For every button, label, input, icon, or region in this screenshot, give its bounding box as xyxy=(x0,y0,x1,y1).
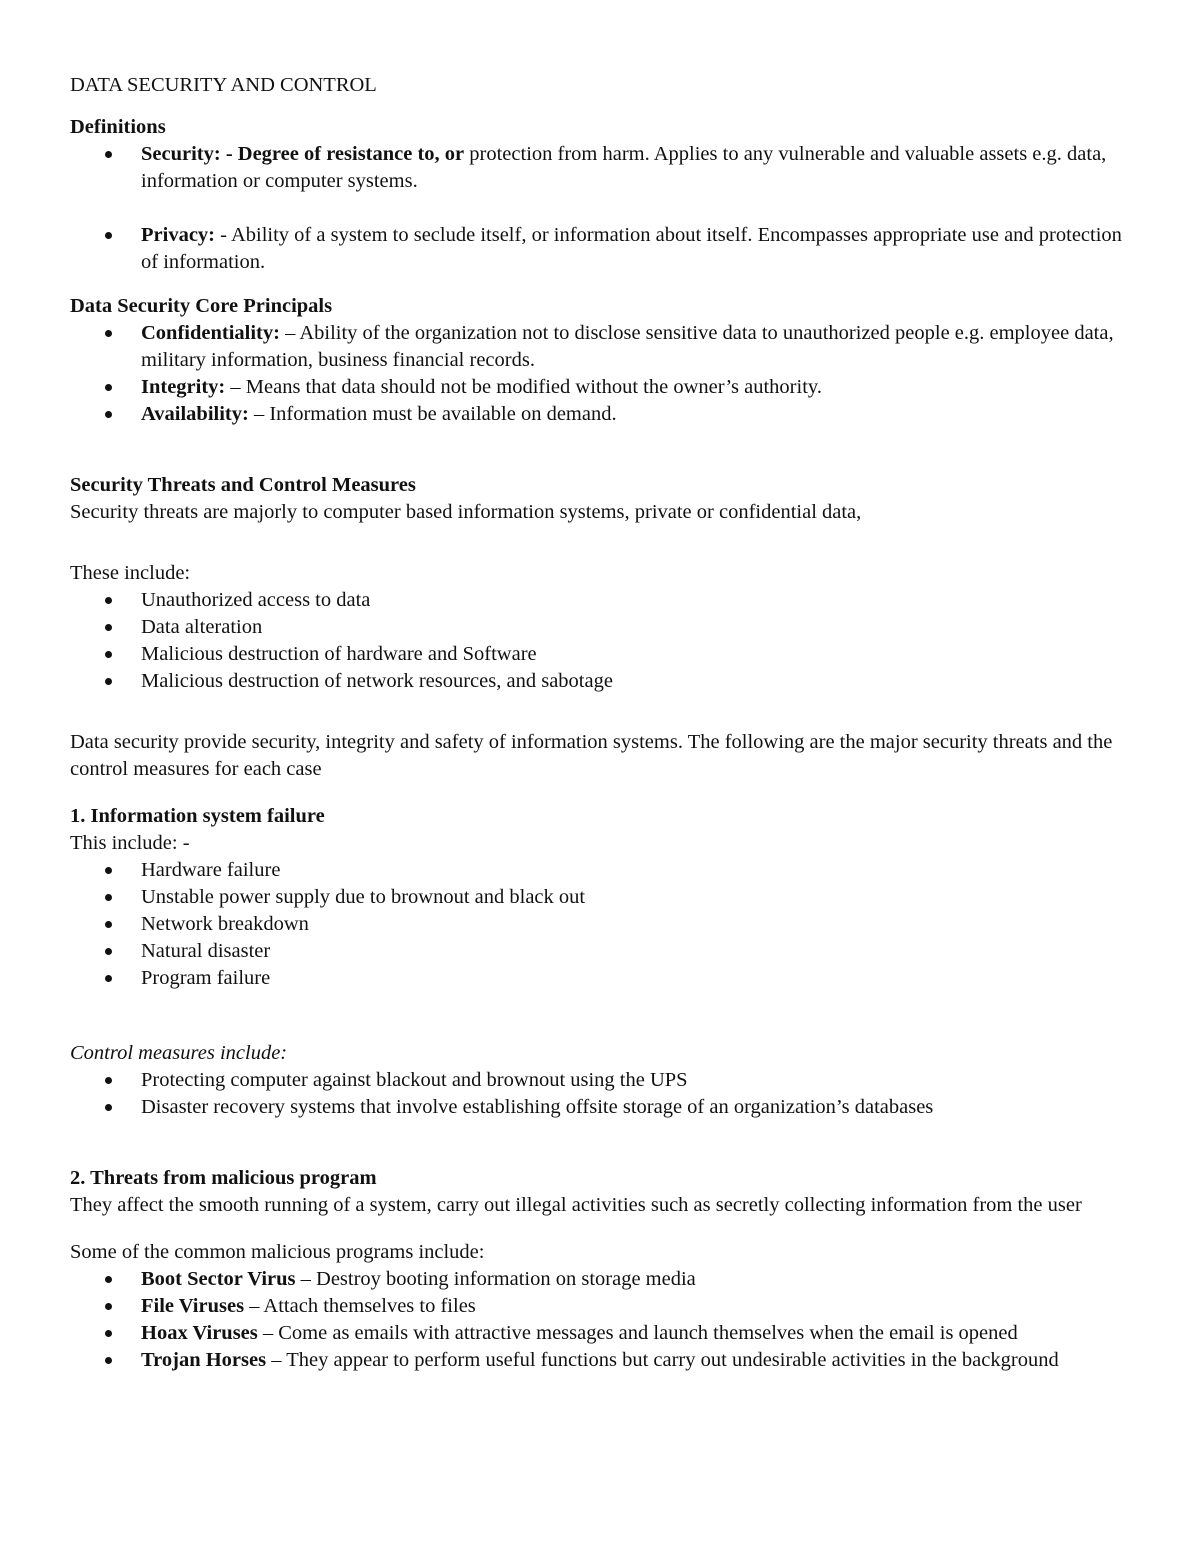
list-item xyxy=(70,222,1140,276)
list-item: Hardware failure xyxy=(70,857,1140,884)
definitions-heading: Definitions xyxy=(70,116,166,138)
list-item xyxy=(70,401,1140,428)
definition: – Means that data should not be modified without the owner’s authority. xyxy=(225,376,822,398)
term: Boot Sector Virus xyxy=(141,1268,296,1290)
list-item xyxy=(70,320,1140,374)
definition: protection from harm. Applies to any vulnerable and valuable assets e.g. data, information or computer systems. xyxy=(141,143,1107,192)
list-item: Data alteration xyxy=(70,614,1140,641)
list-item xyxy=(70,374,1140,401)
term: Privacy: xyxy=(141,224,215,246)
term: Confidentiality: xyxy=(141,322,280,344)
list-item xyxy=(70,1320,1140,1347)
emphasis: Degree of resistance to, or xyxy=(237,143,465,165)
spacer xyxy=(70,1121,1140,1165)
term: Security: xyxy=(141,143,221,165)
list-item xyxy=(70,1347,1140,1374)
principles-list xyxy=(70,320,1140,428)
list-item: Program failure xyxy=(70,965,1140,992)
term: Hoax Viruses xyxy=(141,1322,258,1344)
definition: Ability of a system to seclude itself, or information about itself. Encompasses appropriate use and protection of information. xyxy=(141,224,1122,273)
separator: - xyxy=(215,224,231,246)
separator: - xyxy=(220,143,238,165)
term: Integrity: xyxy=(141,376,226,398)
definitions-list xyxy=(70,141,1140,276)
definition: – They appear to perform useful functions but carry out undesirable activities in the background xyxy=(266,1349,1059,1371)
term: Trojan Horses xyxy=(141,1349,267,1371)
spacer xyxy=(70,1219,1140,1239)
spacer xyxy=(70,783,1140,803)
list-item xyxy=(70,141,1140,195)
list-item: Network breakdown xyxy=(70,911,1140,938)
list-item: Disaster recovery systems that involve establishing offsite storage of an organization’s databases xyxy=(70,1094,1140,1121)
list-item xyxy=(70,1266,1140,1293)
principles-heading: Data Security Core Principals xyxy=(70,295,333,317)
threats-include-label: These include: xyxy=(70,562,191,584)
section1-intro: This include: - xyxy=(70,832,190,854)
section2-intro: They affect the smooth running of a system, carry out illegal activities such as secretly collecting information from the user xyxy=(70,1194,1082,1216)
list-item: Malicious destruction of network resources, and sabotage xyxy=(70,668,1140,695)
spacer xyxy=(70,526,1140,560)
threats-list xyxy=(70,587,1140,695)
malicious-programs-list xyxy=(70,1266,1140,1374)
threats-summary: Data security provide security, integrity and safety of information systems. The following are the major security threats and the control measures for each case xyxy=(70,731,1113,780)
definition: – Come as emails with attractive messages and launch themselves when the email is opened xyxy=(257,1322,1018,1344)
control-measures-list xyxy=(70,1067,1140,1121)
term: File Viruses xyxy=(141,1295,245,1317)
spacer xyxy=(70,695,1140,729)
section2-heading: 2. Threats from malicious program xyxy=(70,1167,377,1189)
document-title: DATA SECURITY AND CONTROL xyxy=(70,74,377,96)
section1-list xyxy=(70,857,1140,992)
definition: – Information must be available on demand. xyxy=(248,403,617,425)
threats-heading: Security Threats and Control Measures xyxy=(70,474,416,496)
control-measures-label: Control measures include: xyxy=(70,1042,288,1064)
document-body xyxy=(70,72,1140,1374)
spacer xyxy=(70,992,1140,1040)
list-item: Protecting computer against blackout and brownout using the UPS xyxy=(70,1067,1140,1094)
definition: – Destroy booting information on storage media xyxy=(295,1268,696,1290)
section1-heading: 1. Information system failure xyxy=(70,805,325,827)
spacer xyxy=(70,276,1140,293)
list-item xyxy=(70,1293,1140,1320)
threats-intro: Security threats are majorly to computer based information systems, private or confidential data, xyxy=(70,501,862,523)
list-item: Unauthorized access to data xyxy=(70,587,1140,614)
term: Availability: xyxy=(141,403,249,425)
list-item: Unstable power supply due to brownout and black out xyxy=(70,884,1140,911)
section2-list-label: Some of the common malicious programs include: xyxy=(70,1241,485,1263)
list-item: Natural disaster xyxy=(70,938,1140,965)
definition: – Ability of the organization not to disclose sensitive data to unauthorized people e.g. employee data, military information, business financial records. xyxy=(141,322,1114,371)
list-item: Malicious destruction of hardware and Software xyxy=(70,641,1140,668)
definition: – Attach themselves to files xyxy=(244,1295,476,1317)
spacer xyxy=(70,428,1140,472)
